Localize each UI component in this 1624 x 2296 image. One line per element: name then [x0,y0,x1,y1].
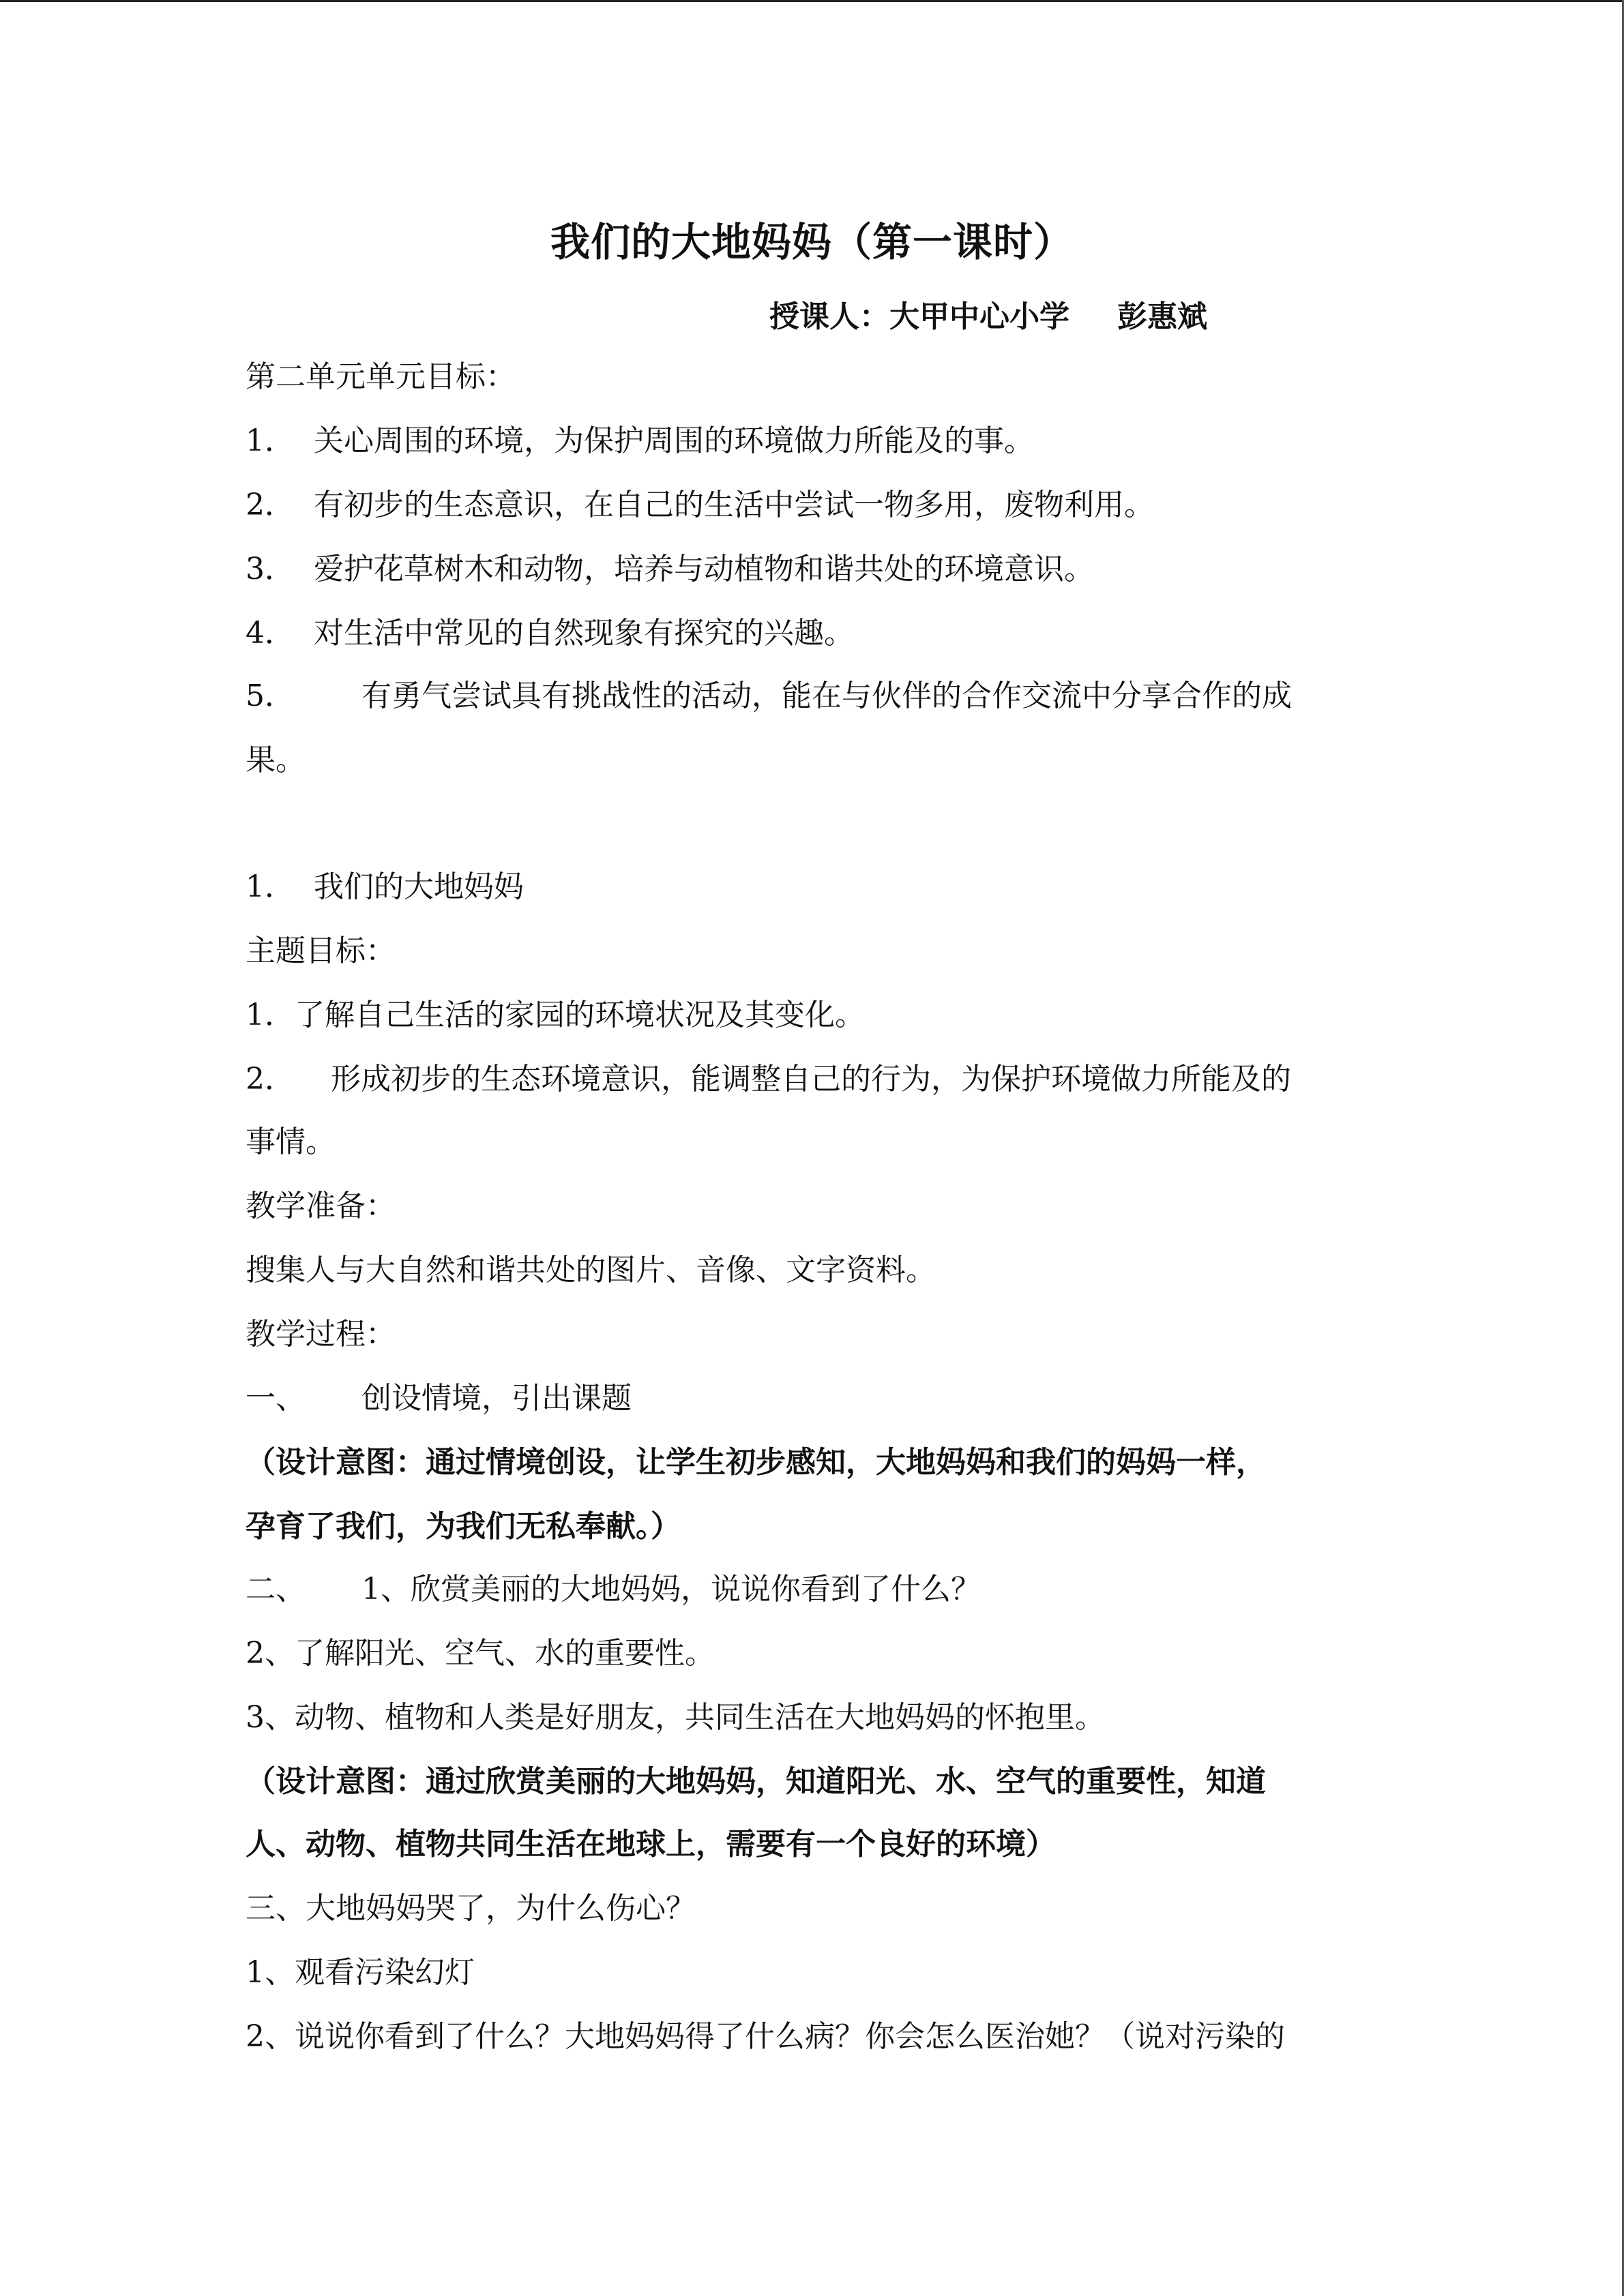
step-1: 一、 创设情境，引出课题 [246,1381,632,1416]
prep-text: 搜集人与大自然和谐共处的图片、音像、文字资料。 [246,1253,936,1287]
design-intent-2b: 人、动物、植物共同生活在地球上，需要有一个良好的环境） [246,1827,1056,1862]
theme-goal-2: 2． 形成初步的生态环境意识，能调整自己的行为，为保护环境做力所能及的 [246,1062,1291,1097]
author-school: 授课人：大甲中心小学 [769,299,1069,334]
step-2c: 3、动物、植物和人类是好朋友，共同生活在大地妈妈的怀抱里。 [246,1700,1105,1735]
lesson-title: 1． 我们的大地妈妈 [246,869,524,904]
theme-goal-1: 1．了解自己生活的家园的环境状况及其变化。 [246,998,865,1032]
theme-goal-2-continued: 事情。 [246,1124,336,1159]
author-name: 彭惠斌 [1117,299,1207,334]
design-intent-2a: （设计意图：通过欣赏美丽的大地妈妈，知道阳光、水、空气的重要性，知道 [246,1764,1266,1799]
step-3b: 2、说说你看到了什么？大地妈妈得了什么病？你会怎么医治她？（说对污染的 [246,2019,1285,2054]
step-2: 二、 1、欣赏美丽的大地妈妈，说说你看到了什么？ [246,1572,981,1607]
design-intent-1a: （设计意图：通过情境创设，让学生初步感知，大地妈妈和我们的妈妈一样， [246,1445,1266,1480]
step-3a: 1、观看污染幻灯 [246,1955,475,1990]
step-3: 三、大地妈妈哭了，为什么伤心？ [246,1891,696,1926]
unit-goal-5: 5． 有勇气尝试具有挑战性的活动，能在与伙伴的合作交流中分享合作的成 [246,679,1292,713]
unit-goal-2: 2． 有初步的生态意识，在自己的生活中尝试一物多用，废物利用。 [246,488,1154,522]
document-title: 我们的大地妈妈（第一课时） [550,219,1074,265]
unit-goal-1: 1． 关心周围的环境，为保护周围的环境做力所能及的事。 [246,423,1034,458]
process-heading: 教学过程： [246,1317,396,1352]
design-intent-1b: 孕育了我们，为我们无私奉献。） [246,1509,681,1544]
prep-heading: 教学准备： [246,1189,396,1223]
page-top-border [0,0,1624,2]
unit-goal-4: 4． 对生活中常见的自然现象有探究的兴趣。 [246,616,854,651]
theme-goals-heading: 主题目标： [246,934,396,968]
unit-goal-3: 3． 爱护花草树木和动物，培养与动植物和谐共处的环境意识。 [246,552,1094,586]
unit-goal-5-continued: 果。 [246,743,306,777]
step-2b: 2、了解阳光、空气、水的重要性。 [246,1636,715,1671]
author-line [769,292,1207,336]
unit-goals-heading: 第二单元单元目标： [246,359,516,394]
